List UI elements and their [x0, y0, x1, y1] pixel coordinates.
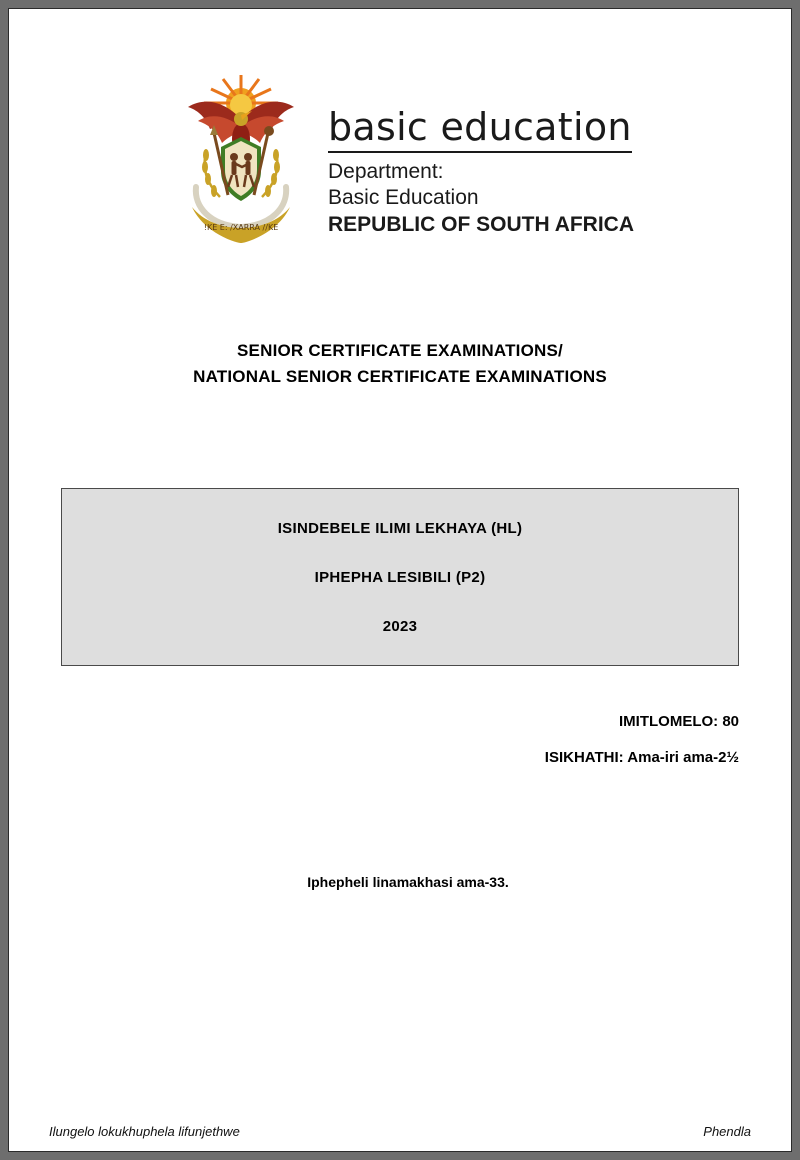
- footer-copyright: Ilungelo lokukhuphela lifunjethwe: [49, 1124, 240, 1139]
- page-count-note: Iphepheli linamakhasi ama-33.: [307, 874, 509, 890]
- time-line: ISIKHATHI: Ama-iri ama-2½: [544, 749, 739, 766]
- subject-box: [61, 488, 739, 666]
- document-header: [9, 9, 791, 252]
- brand-title: basic education: [328, 105, 632, 153]
- subject-title: ISINDEBELE ILIMI LEKHAYA (HL): [277, 519, 523, 537]
- paper-title: IPHEPHA LESIBILI (P2): [314, 568, 486, 586]
- marks-and-time-block: [9, 704, 791, 776]
- exam-heading-line1: SENIOR CERTIFICATE EXAMINATIONS/: [237, 341, 563, 360]
- exam-heading-line2: NATIONAL SENIOR CERTIFICATE EXAMINATIONS: [193, 367, 607, 386]
- page-footer: [9, 1124, 791, 1139]
- marks-line: IMITLOMELO: 80: [619, 713, 739, 730]
- department-text-block: [328, 67, 634, 238]
- svg-text:!KE E: /XARRA //KE: !KE E: /XARRA //KE: [203, 223, 279, 232]
- exam-cover-page: [8, 8, 792, 1152]
- exam-heading: [9, 338, 791, 390]
- country-name: REPUBLIC OF SOUTH AFRICA: [327, 213, 635, 236]
- department-label: Department:: [327, 160, 444, 183]
- exam-year: 2023: [382, 617, 418, 635]
- footer-turnover: Phendla: [703, 1124, 751, 1139]
- department-name: Basic Education: [327, 186, 479, 209]
- south-africa-coat-of-arms-icon: [166, 67, 316, 252]
